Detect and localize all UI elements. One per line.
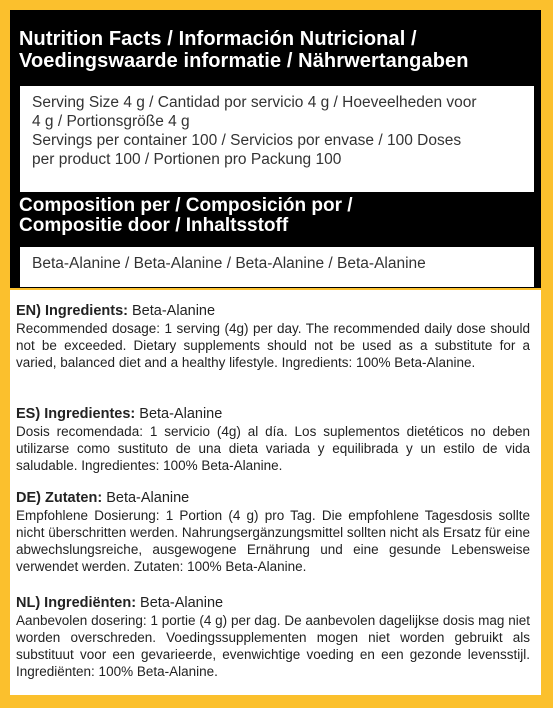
section-en-label: EN) Ingredients: — [16, 303, 128, 319]
composition-title-line-1: Composition per / Composición por / — [19, 195, 353, 216]
composition-value-box — [20, 247, 534, 287]
composition-value: Beta-Alanine / Beta-Alanine / Beta-Alanine / Beta-Alanine — [32, 255, 426, 272]
section-nl — [16, 595, 530, 680]
serving-size-line-1: Serving Size 4 g / Cantidad por servicio 4 g / Hoeveelheden voor — [32, 94, 477, 111]
section-de-heading — [16, 490, 530, 507]
section-nl-heading — [16, 595, 530, 612]
ingredients-panel — [10, 290, 541, 695]
section-de — [16, 490, 530, 575]
composition-title-line-2: Compositie door / Inhaltsstoff — [19, 215, 289, 236]
title-line-2: Voedingswaarde informatie / Nährwertangaben — [19, 50, 469, 72]
serving-info-box — [20, 86, 534, 192]
section-de-body: Empfohlene Dosierung: 1 Portion (4 g) pro Tag. Die empfohlene Tagesdosis sollte nicht überschritten werden. Nahrungsergänzungsmittel sollten nicht als Ersatz für eine abwechslungsreiche, ausgewogene Ernährung und eine gesunde Lebensweise verwendet werden. Zutaten: 100% Beta-Alanine. — [16, 508, 531, 574]
section-es-body: Dosis recomendada: 1 servicio (4g) al día. Los suplementos dietéticos no deben utilizarse como sustituto de una dieta variada y equilibrada y un estilo de vida saludable. Ingredientes: 100% Beta-Alanine. — [16, 424, 530, 473]
servings-per-container-line-2: per product 100 / Portionen pro Packung 100 — [32, 151, 342, 168]
title-line-1: Nutrition Facts / Información Nutricional / — [19, 28, 417, 50]
nutrition-facts-title — [19, 28, 539, 72]
section-en — [16, 303, 530, 371]
section-de-label: DE) Zutaten: — [16, 490, 103, 506]
servings-per-container-line-1: Servings per container 100 / Servicios por envase / 100 Doses — [32, 132, 462, 149]
serving-size-line-2: 4 g / Portionsgröße 4 g — [32, 113, 190, 130]
section-en-value: Beta-Alanine — [127, 303, 216, 319]
composition-title — [19, 196, 539, 236]
section-nl-body: Aanbevolen dosering: 1 portie (4 g) per dag. De aanbevolen dagelijkse dosis mag niet worden overschreden. Voedingssupplementen mogen niet worden gebruikt als substituut voor een gevarieerde, evenwichtige voeding en een gezonde levensstijl. Ingrediënten: 100% Beta-Alanine. — [16, 613, 530, 679]
section-es — [16, 406, 530, 474]
section-en-heading — [16, 303, 530, 320]
section-es-heading — [16, 406, 530, 423]
section-es-value: Beta-Alanine — [135, 406, 223, 422]
section-nl-value: Beta-Alanine — [136, 595, 224, 611]
section-de-value: Beta-Alanine — [102, 490, 190, 506]
section-es-label: ES) Ingredientes: — [16, 406, 136, 422]
nutrition-panel — [10, 10, 541, 288]
section-nl-label: NL) Ingrediënten: — [16, 595, 137, 611]
section-en-body: Recommended dosage: 1 serving (4g) per day. The recommended daily dose should not be exceeded. Dietary supplements should not be used as a substitute for a varied, balanced diet and a healthy lifestyle. Ingredients: 100% Beta-Alanine. — [16, 321, 530, 370]
